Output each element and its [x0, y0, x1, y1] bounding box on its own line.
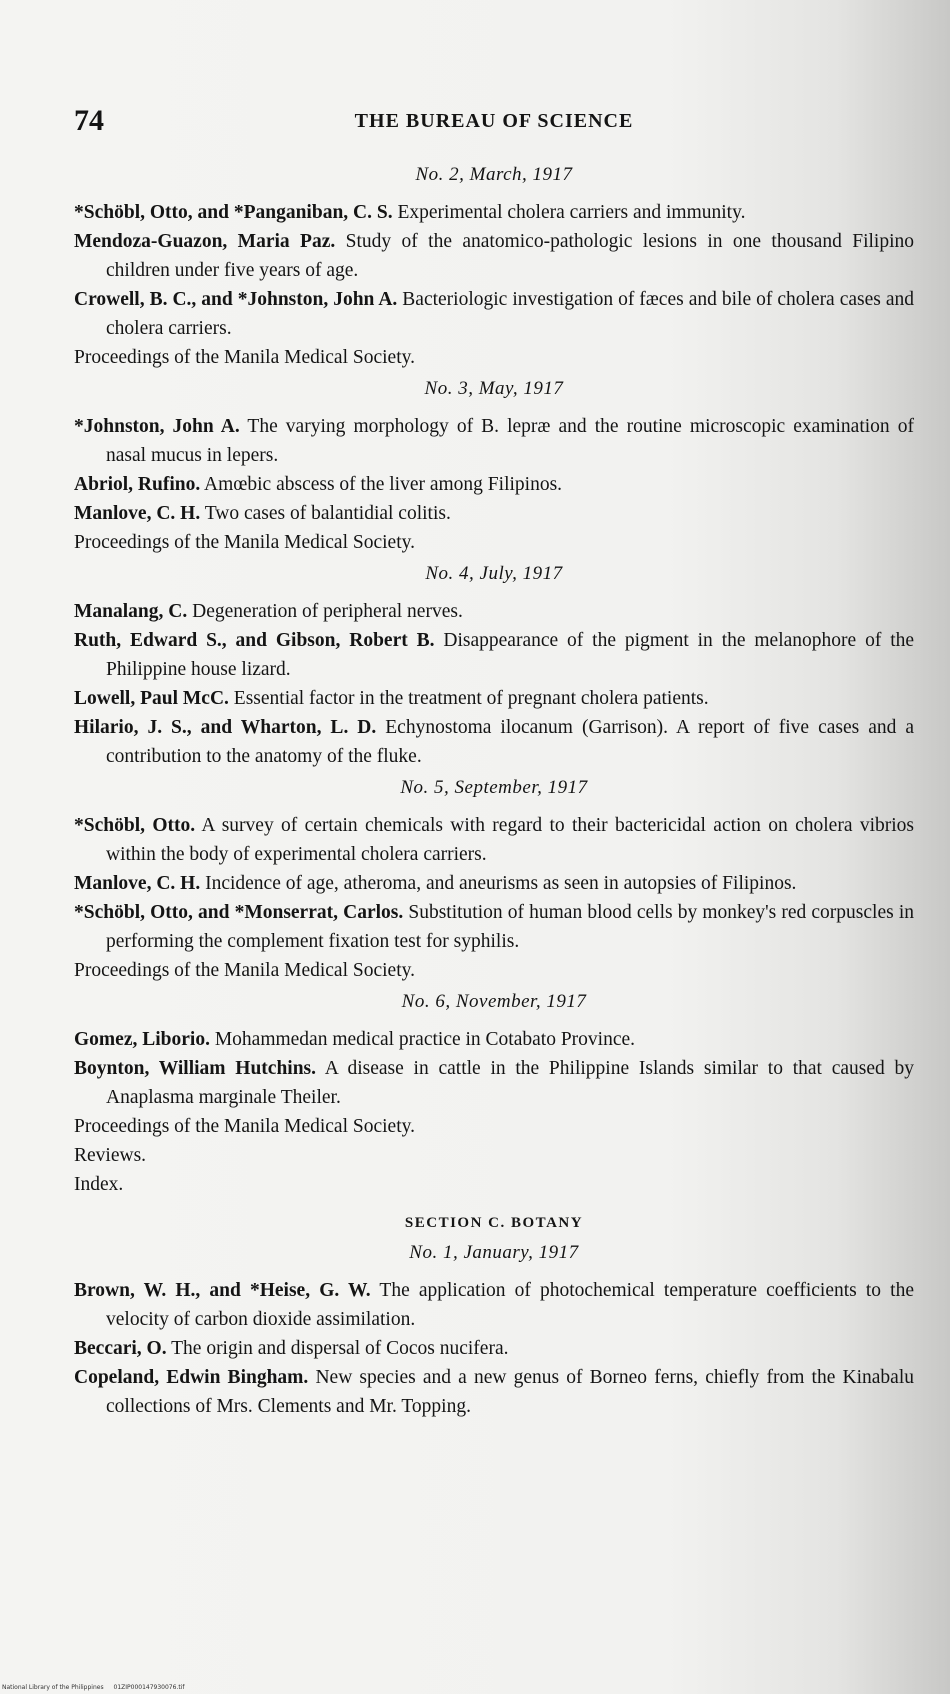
entry-author: Manlove, C. H. — [74, 873, 201, 894]
bibliography-entry — [74, 626, 914, 684]
entry-title: Amœbic abscess of the liver among Filipinos. — [204, 474, 563, 495]
entry-title: Mohammedan medical practice in Cotabato Province. — [214, 1029, 636, 1050]
bibliography-entry — [74, 412, 914, 470]
entry-author: *Schöbl, Otto, and *Panganiban, C. S. — [74, 202, 393, 223]
entry-author: Manalang, C. — [74, 601, 188, 622]
page-number: 74 — [74, 104, 104, 137]
entry-title: Index. — [74, 1174, 124, 1195]
entry-title: Substitution of human blood cells by monkey's red corpuscles in performing the complement fixation test for syphilis. — [106, 902, 914, 952]
entry-title: The varying morphology of B. lepræ and the routine microscopic examination of nasal mucus in lepers. — [106, 416, 914, 466]
issue-block — [74, 563, 914, 771]
entry-title: The application of photochemical temperature coefficients to the velocity of carbon dioxide assimilation. — [106, 1280, 914, 1330]
bibliography-entry — [74, 1363, 914, 1421]
entry-title: Study of the anatomico-pathologic lesions in one thousand Filipino children under five years of age. — [106, 231, 914, 281]
entry-title: Proceedings of the Manila Medical Society. — [74, 347, 415, 368]
bibliography-entry — [74, 1112, 914, 1141]
entry-title: A disease in cattle in the Philippine Islands similar to that caused by Anaplasma marginale Theiler. — [106, 1058, 914, 1108]
entry-author: Crowell, B. C., and *Johnston, John A. — [74, 289, 398, 310]
issue-heading: No. 5, September, 1917 — [400, 777, 588, 798]
bibliography-entry — [74, 499, 914, 528]
entry-author: Brown, W. H., and *Heise, G. W. — [74, 1280, 371, 1301]
issue-heading: No. 1, January, 1917 — [409, 1242, 579, 1263]
entry-title: Proceedings of the Manila Medical Society. — [74, 532, 415, 553]
record-id: 01ZIP000147930076.tif — [113, 1684, 185, 1691]
bibliography-entry — [74, 597, 914, 626]
entry-author: Gomez, Liborio. — [74, 1029, 210, 1050]
botany-entry-list — [74, 1276, 914, 1421]
bibliography-entry — [74, 811, 914, 869]
issue-heading: No. 4, July, 1917 — [425, 563, 563, 584]
bibliography-entry — [74, 1170, 914, 1199]
entry-title: New species and a new genus of Borneo ferns, chiefly from the Kinabalu collections of Mrs. Clements and Mr. Topping. — [106, 1367, 914, 1417]
bibliography-content — [74, 158, 914, 1421]
bibliography-entry — [74, 528, 914, 557]
entry-author: Abriol, Rufino. — [74, 474, 201, 495]
entry-title: Experimental cholera carriers and immunity. — [397, 202, 746, 223]
bibliography-entry — [74, 1276, 914, 1334]
issue-block — [74, 991, 914, 1199]
issue-block — [74, 378, 914, 557]
entry-author: Manlove, C. H. — [74, 503, 201, 524]
scan-footer — [2, 1684, 192, 1691]
bibliography-entry — [74, 1025, 914, 1054]
library-credit: National Library of the Philippines — [2, 1684, 104, 1691]
entry-author: Mendoza-Guazon, Maria Paz. — [74, 231, 336, 252]
entry-separator — [376, 717, 385, 738]
issue-block — [74, 164, 914, 372]
entry-title: Echynostoma ilocanum (Garrison). A report of five cases and a contribution to the anatomy of the fluke. — [106, 717, 915, 767]
bibliography-entry — [74, 1054, 914, 1112]
entry-title: Proceedings of the Manila Medical Society. — [74, 1116, 415, 1137]
entry-title: Two cases of balantidial colitis. — [204, 503, 451, 524]
bibliography-entry — [74, 956, 914, 985]
entry-separator — [316, 1058, 325, 1079]
entry-title: Bacteriologic investigation of fæces and bile of cholera cases and cholera carriers. — [106, 289, 915, 339]
entry-author: Copeland, Edwin Bingham. — [74, 1367, 309, 1388]
entry-title: The origin and dispersal of Cocos nucifera. — [171, 1338, 509, 1359]
bibliography-entry — [74, 1334, 914, 1363]
section-title: SECTION C. BOTANY — [404, 1215, 584, 1231]
bibliography-entry — [74, 1141, 914, 1170]
entry-author: *Johnston, John A. — [74, 416, 240, 437]
entry-author: Hilario, J. S., and Wharton, L. D. — [74, 717, 377, 738]
entry-title: Disappearance of the pigment in the melanophore of the Philippine house lizard. — [106, 630, 915, 680]
issue-block — [74, 777, 914, 985]
bibliography-entry — [74, 198, 914, 227]
entry-separator — [335, 231, 345, 252]
running-title: THE BUREAU OF SCIENCE — [354, 110, 634, 132]
entry-author: Beccari, O. — [74, 1338, 167, 1359]
issue-heading: No. 3, May, 1917 — [424, 378, 564, 399]
entry-title: Reviews. — [74, 1145, 147, 1166]
bibliography-entry — [74, 898, 914, 956]
bibliography-entry — [74, 227, 914, 285]
entry-title: A survey of certain chemicals with regard to their bactericidal action on cholera vibrios within the body of experimental cholera carriers. — [106, 815, 914, 865]
entry-author: Boynton, William Hutchins. — [74, 1058, 317, 1079]
bibliography-entry — [74, 869, 914, 898]
issue-heading: No. 2, March, 1917 — [415, 164, 573, 185]
entry-author: Lowell, Paul McC. — [74, 688, 229, 709]
entry-title: Proceedings of the Manila Medical Society. — [74, 960, 415, 981]
botany-section — [74, 1215, 914, 1421]
issue-heading: No. 6, November, 1917 — [401, 991, 587, 1012]
entry-title: Degeneration of peripheral nerves. — [192, 601, 463, 622]
entry-title: Essential factor in the treatment of pregnant cholera patients. — [233, 688, 709, 709]
entry-author: Ruth, Edward S., and Gibson, Robert B. — [74, 630, 435, 651]
bibliography-entry — [74, 470, 914, 499]
bibliography-entry — [74, 343, 914, 372]
entry-author: *Schöbl, Otto, and *Monserrat, Carlos. — [74, 902, 404, 923]
bibliography-entry — [74, 713, 914, 771]
page-header — [74, 104, 914, 140]
issue-list — [74, 164, 914, 1199]
entry-author: *Schöbl, Otto. — [74, 815, 196, 836]
bibliography-entry — [74, 684, 914, 713]
bibliography-entry — [74, 285, 914, 343]
entry-title: Incidence of age, atheroma, and aneurisms as seen in autopsies of Filipinos. — [205, 873, 797, 894]
